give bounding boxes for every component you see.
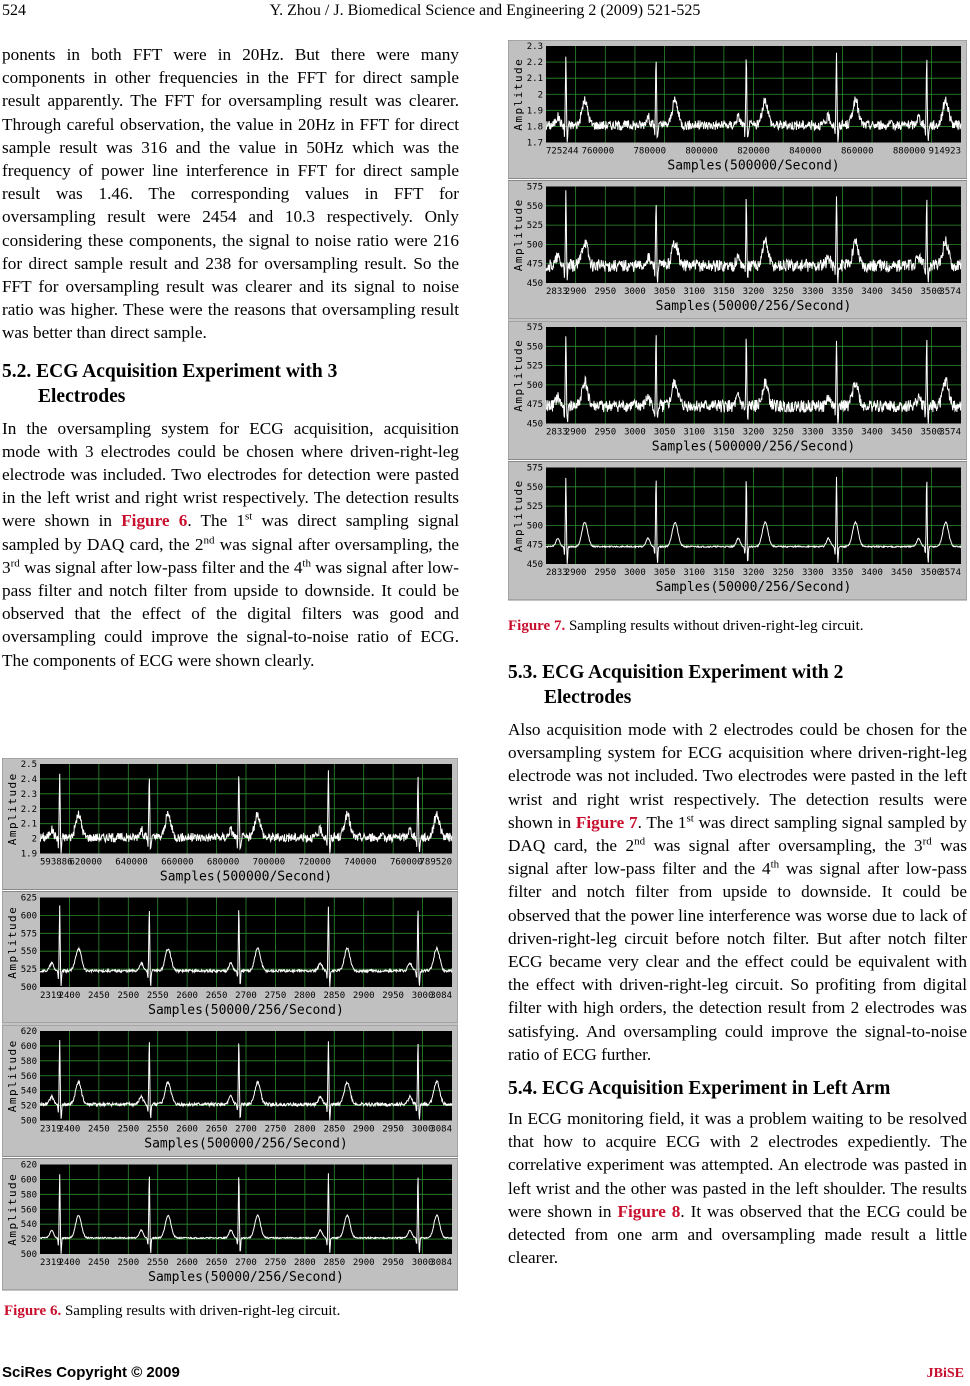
x-tick-label: 2950: [382, 1258, 404, 1268]
x-tick-label: 3350: [831, 287, 854, 297]
x-tick-label: 2900: [564, 568, 587, 578]
x-tick-label: 789520: [419, 857, 452, 868]
x-tick-label: 3500: [920, 427, 943, 438]
x-axis-label: Samples(50000/256/Second): [148, 1270, 344, 1285]
x-tick-label: 3000: [411, 991, 434, 1001]
x-tick-label: 2550: [146, 1124, 169, 1135]
figure-6: [2, 758, 458, 1292]
x-tick-label: 914923: [928, 146, 961, 157]
x-tick-label: 2500: [117, 1124, 140, 1135]
x-axis-label: Samples(50000/256/Second): [655, 580, 852, 595]
y-tick-label: 525: [20, 965, 37, 976]
y-tick-label: 475: [526, 540, 543, 551]
x-tick-label: 2850: [323, 1258, 346, 1268]
y-tick-label: 520: [20, 1101, 37, 1112]
x-tick-label: 3450: [890, 568, 913, 578]
x-tick-label: 2600: [176, 991, 198, 1001]
y-tick-label: 620: [20, 1160, 37, 1171]
y-tick-label: 500: [20, 1116, 37, 1127]
y-axis-label: Amplitude: [6, 1039, 19, 1113]
x-tick-label: 2850: [323, 1124, 346, 1135]
y-tick-label: 575: [20, 929, 37, 940]
y-tick-label: 1.9: [20, 849, 37, 860]
ecg-panel: [508, 321, 967, 460]
y-tick-label: 560: [20, 1205, 37, 1216]
x-tick-label: 3400: [861, 427, 883, 438]
x-tick-label: 2500: [117, 991, 140, 1001]
section-heading-5-4: 5.4. ECG Acquisition Experiment in Left Arm: [508, 1078, 891, 1100]
figure-6-link[interactable]: Figure 6: [121, 511, 188, 531]
y-tick-label: 540: [20, 1220, 37, 1231]
figure-7-caption: Figure 7. Sampling results without driven-right-leg circuit.: [508, 618, 864, 634]
x-tick-label: 3050: [653, 568, 676, 578]
y-tick-label: 2.1: [526, 74, 543, 85]
ecg-panel: [508, 462, 967, 601]
y-tick-label: 550: [526, 201, 543, 212]
x-tick-label: 800000: [685, 146, 718, 157]
ecg-panel: [508, 181, 967, 320]
x-tick-label: 2400: [58, 991, 81, 1001]
y-tick-label: 500: [526, 521, 543, 532]
y-tick-label: 450: [526, 560, 543, 570]
x-tick-label: 593886: [40, 857, 73, 868]
y-tick-label: 2: [537, 90, 543, 101]
x-tick-label: 3574: [939, 427, 961, 438]
x-tick-label: 780000: [633, 146, 667, 157]
y-tick-label: 525: [526, 361, 543, 372]
y-tick-label: 2.3: [526, 42, 543, 52]
y-tick-label: 550: [526, 342, 543, 353]
y-tick-label: 2.1: [20, 819, 37, 830]
figure-6-chart: [2, 758, 458, 1292]
y-axis-label: Amplitude: [6, 905, 19, 979]
x-tick-label: 2800: [294, 991, 316, 1001]
y-tick-label: 575: [526, 323, 543, 333]
page-number: 524: [2, 2, 26, 19]
x-tick-label: 660000: [161, 857, 194, 868]
y-tick-label: 520: [20, 1235, 37, 1246]
x-tick-label: 620000: [69, 857, 103, 868]
x-tick-label: 640000: [115, 857, 148, 868]
x-tick-label: 3250: [772, 427, 794, 438]
x-tick-label: 2650: [205, 991, 228, 1001]
y-tick-label: 525: [526, 502, 543, 513]
x-tick-label: 3000: [624, 287, 646, 297]
x-tick-label: 3084: [430, 991, 452, 1001]
x-tick-label: 2319: [40, 1124, 62, 1135]
y-tick-label: 525: [526, 221, 543, 232]
y-tick-label: 560: [20, 1071, 37, 1082]
y-tick-label: 600: [20, 1041, 37, 1052]
footer-copyright: SciRes Copyright © 2009: [2, 1364, 180, 1381]
paragraph: Also acquisition mode with 2 electrodes could be chosen for the oversampling system for ECG acquisition where driven-right-leg electrode was not included. Two electrodes were pasted in the left wrist and right wrist respectively. The detection results were shown in Figure 7. The 1st was direct sampling signal sampled by DAQ card, the 2nd was signal after oversampling, the 3rd was signal after low-pass filter and the 4th was signal after low-pass filter and notch filter from upside to downside. It could be observed that the power line interference was worse due to lack of driven-right-leg circuit before notch filter. But after notch filter ECG became very clear and the effect could be equivalent with the effect with driven-right-leg circuit. So profiting from digital filter with high orders, the detection result from 2 electrodes was satisfying. And oversampling could improve the signal-to-noise ratio of ECG further.: [508, 720, 968, 1064]
figure-7: [508, 40, 967, 602]
x-tick-label: 3450: [890, 287, 913, 297]
x-tick-label: 2833: [546, 568, 568, 578]
y-tick-label: 500: [20, 1250, 37, 1260]
y-tick-label: 2.5: [20, 760, 37, 770]
y-tick-label: 2.2: [526, 58, 543, 69]
y-tick-label: 550: [20, 947, 37, 958]
x-axis-label: Samples(50000/256/Second): [148, 1003, 344, 1018]
y-tick-label: 450: [526, 279, 543, 289]
x-tick-label: 2400: [58, 1258, 81, 1268]
x-axis-label: Samples(500000/256/Second): [651, 439, 856, 455]
x-tick-label: 2700: [235, 991, 257, 1001]
x-tick-label: 2900: [352, 1258, 375, 1268]
x-tick-label: 3450: [890, 427, 913, 438]
x-tick-label: 3100: [683, 427, 706, 438]
y-axis-label: Amplitude: [512, 479, 525, 553]
x-axis-label: Samples(50000/256/Second): [655, 299, 852, 314]
y-tick-label: 1.7: [526, 138, 543, 149]
paragraph: ponents in both FFT were in 20Hz. But there were many components in other frequencies in the FFT for direct sample result apparently. The FFT for oversampling result was clearer. Through careful observation, the value in 20Hz in FFT for direct sample result was 316 and the value in 50Hz which was the frequency of power line interference in FFT for direct sample result was 1.46. The corresponding values in FFT for oversampling result were 2454 and 10.3 respectively. Only considering these components, the signal to noise ratio were 216 for direct sample result and 238 for oversampling result. So the FFT for oversampling result was clearer and its signal to noise ratio was higher. These were the reasons that oversampling result was better than direct sample.: [2, 45, 459, 343]
y-tick-label: 2.4: [20, 774, 37, 785]
running-title: Y. Zhou / J. Biomedical Science and Engineering 2 (2009) 521-525: [269, 2, 701, 19]
ecg-panel: [2, 1025, 458, 1157]
x-tick-label: 2400: [58, 1124, 81, 1135]
x-tick-label: 700000: [252, 857, 286, 868]
x-tick-label: 2319: [40, 991, 62, 1001]
x-tick-label: 2833: [546, 287, 568, 297]
x-tick-label: 840000: [789, 146, 822, 157]
paragraph: In ECG monitoring field, it was a problem waiting to be resolved that how to acquire ECG with 2 electrodes expediently. The correlative experiment was attempted. An electrode was pasted in left wrist and the other was pasted in the left shoulder. The results were shown in Figure 8. It was observed that the ECG could be detected from one arm and oversampling made result a little clearer.: [508, 1109, 967, 1268]
y-axis-label: Amplitude: [512, 198, 525, 272]
x-tick-label: 3050: [653, 427, 676, 438]
y-tick-label: 2: [31, 834, 37, 845]
x-tick-label: 3350: [831, 427, 854, 438]
right-column: [508, 662, 968, 1269]
x-tick-label: 3400: [861, 568, 883, 578]
y-axis-label: Amplitude: [512, 338, 525, 412]
x-tick-label: 2600: [176, 1124, 198, 1135]
x-tick-label: 2500: [117, 1258, 140, 1268]
x-tick-label: 3150: [713, 287, 735, 297]
x-tick-label: 2650: [205, 1258, 228, 1268]
x-tick-label: 3200: [742, 568, 765, 578]
figure-7-link[interactable]: Figure 7: [575, 812, 638, 832]
x-tick-label: 2700: [235, 1124, 257, 1135]
x-tick-label: 2950: [594, 568, 617, 578]
x-tick-label: 3084: [430, 1258, 452, 1268]
x-tick-label: 3000: [624, 427, 646, 438]
x-tick-label: 2900: [352, 1124, 375, 1135]
y-axis-label: Amplitude: [6, 772, 19, 846]
y-tick-label: 600: [20, 911, 37, 922]
x-tick-label: 2850: [323, 991, 346, 1001]
x-tick-label: 3200: [742, 287, 765, 297]
y-tick-label: 620: [20, 1027, 37, 1037]
x-tick-label: 2800: [294, 1124, 316, 1135]
x-tick-label: 2750: [264, 991, 287, 1001]
x-axis-label: Samples(500000/256/Second): [144, 1136, 348, 1152]
x-tick-label: 3150: [713, 427, 735, 438]
x-tick-label: 720000: [298, 857, 331, 868]
x-tick-label: 3150: [713, 568, 735, 578]
x-tick-label: 2550: [146, 1258, 169, 1268]
x-tick-label: 3574: [939, 287, 961, 297]
figure-6-caption: Figure 6. Sampling results with driven-right-leg circuit.: [4, 1303, 341, 1319]
x-tick-label: 3500: [920, 568, 943, 578]
x-tick-label: 3100: [683, 568, 706, 578]
y-tick-label: 500: [526, 380, 543, 391]
x-tick-label: 2950: [382, 991, 404, 1001]
x-tick-label: 2700: [235, 1258, 257, 1268]
x-tick-label: 2950: [382, 1124, 404, 1135]
x-tick-label: 3350: [831, 568, 854, 578]
x-tick-label: 740000: [344, 857, 377, 868]
x-tick-label: 760000: [389, 857, 423, 868]
y-axis-label: Amplitude: [6, 1172, 19, 1246]
left-column: [2, 43, 459, 672]
y-tick-label: 500: [20, 983, 37, 993]
section-heading-5-2: 5.2. ECG Acquisition Experiment with 3 Electrodes: [2, 360, 338, 407]
x-tick-label: 2750: [264, 1124, 287, 1135]
x-tick-label: 820000: [737, 146, 770, 157]
figure-8-link[interactable]: Figure 8: [617, 1201, 681, 1221]
x-tick-label: 3500: [920, 287, 943, 297]
x-tick-label: 3300: [801, 568, 824, 578]
x-tick-label: 3300: [801, 427, 824, 438]
x-tick-label: 2800: [294, 1258, 316, 1268]
y-tick-label: 550: [526, 482, 543, 493]
x-tick-label: 3084: [430, 1124, 452, 1135]
x-tick-label: 725244: [546, 146, 579, 157]
x-tick-label: 3050: [653, 287, 676, 297]
y-tick-label: 580: [20, 1190, 37, 1201]
x-tick-label: 3200: [742, 427, 765, 438]
ecg-panel: [508, 40, 967, 179]
figure-7-chart: [508, 40, 967, 602]
y-tick-label: 2.2: [20, 804, 37, 815]
x-tick-label: 2833: [546, 427, 568, 438]
y-tick-label: 625: [20, 893, 37, 904]
x-tick-label: 2550: [146, 991, 169, 1001]
y-axis-label: Amplitude: [512, 57, 525, 131]
x-tick-label: 2950: [594, 287, 617, 297]
x-tick-label: 2900: [564, 287, 587, 297]
y-tick-label: 580: [20, 1056, 37, 1067]
x-tick-label: 3300: [801, 287, 824, 297]
x-tick-label: 2600: [176, 1258, 198, 1268]
y-tick-label: 500: [526, 240, 543, 251]
x-tick-label: 880000: [892, 146, 926, 157]
footer-journal: JBiSE: [926, 1366, 964, 1381]
y-tick-label: 1.8: [526, 122, 543, 133]
x-tick-label: 3000: [411, 1124, 434, 1135]
x-tick-label: 2900: [352, 991, 375, 1001]
y-tick-label: 600: [20, 1175, 37, 1186]
x-tick-label: 3250: [772, 287, 794, 297]
paragraph: In the oversampling system for ECG acquisition, acquisition mode with 3 electrodes could be chosen where driven-right-leg electrode was included. Two electrodes for detection were pasted in the left wrist and right wrist respectively. The detection results were shown in Figure 6. The 1st was direct sampling signal sampled by DAQ card, the 2nd was signal after oversampling, the 3rd was signal after low-pass filter and the 4th was signal after low-pass filter and notch filter from upside to downside. It could be observed that the effect of the digital filters was good and oversampling could improve the signal-to-noise ratio of ECG. The components of ECG were shown clearly.: [2, 418, 459, 670]
y-tick-label: 1.9: [526, 106, 543, 117]
x-tick-label: 2650: [205, 1124, 228, 1135]
x-tick-label: 2750: [264, 1258, 287, 1268]
y-tick-label: 475: [526, 400, 543, 411]
x-tick-label: 2450: [88, 991, 110, 1001]
ecg-panel: [2, 758, 458, 890]
x-tick-label: 2950: [594, 427, 617, 438]
x-tick-label: 2450: [88, 1258, 110, 1268]
x-tick-label: 3100: [683, 287, 706, 297]
x-tick-label: 3400: [861, 287, 883, 297]
x-tick-label: 860000: [840, 146, 874, 157]
y-tick-label: 540: [20, 1086, 37, 1097]
x-tick-label: 3000: [624, 568, 646, 578]
x-tick-label: 3574: [939, 568, 961, 578]
ecg-panel: [2, 892, 458, 1024]
y-tick-label: 575: [526, 463, 543, 474]
x-axis-label: Samples(500000/Second): [159, 869, 333, 885]
y-tick-label: 2.3: [20, 789, 37, 800]
x-tick-label: 2450: [88, 1124, 110, 1135]
x-tick-label: 760000: [581, 146, 615, 157]
x-tick-label: 3000: [411, 1258, 434, 1268]
y-tick-label: 475: [526, 259, 543, 270]
y-tick-label: 450: [526, 419, 543, 430]
x-axis-label: Samples(500000/Second): [667, 158, 840, 174]
ecg-panel: [2, 1159, 458, 1291]
x-tick-label: 3250: [772, 568, 794, 578]
x-tick-label: 2319: [40, 1258, 62, 1268]
x-tick-label: 680000: [206, 857, 240, 868]
section-heading-5-3: 5.3. ECG Acquisition Experiment with 2 Electrodes: [508, 662, 844, 708]
x-tick-label: 2900: [564, 427, 587, 438]
y-tick-label: 575: [526, 182, 543, 193]
